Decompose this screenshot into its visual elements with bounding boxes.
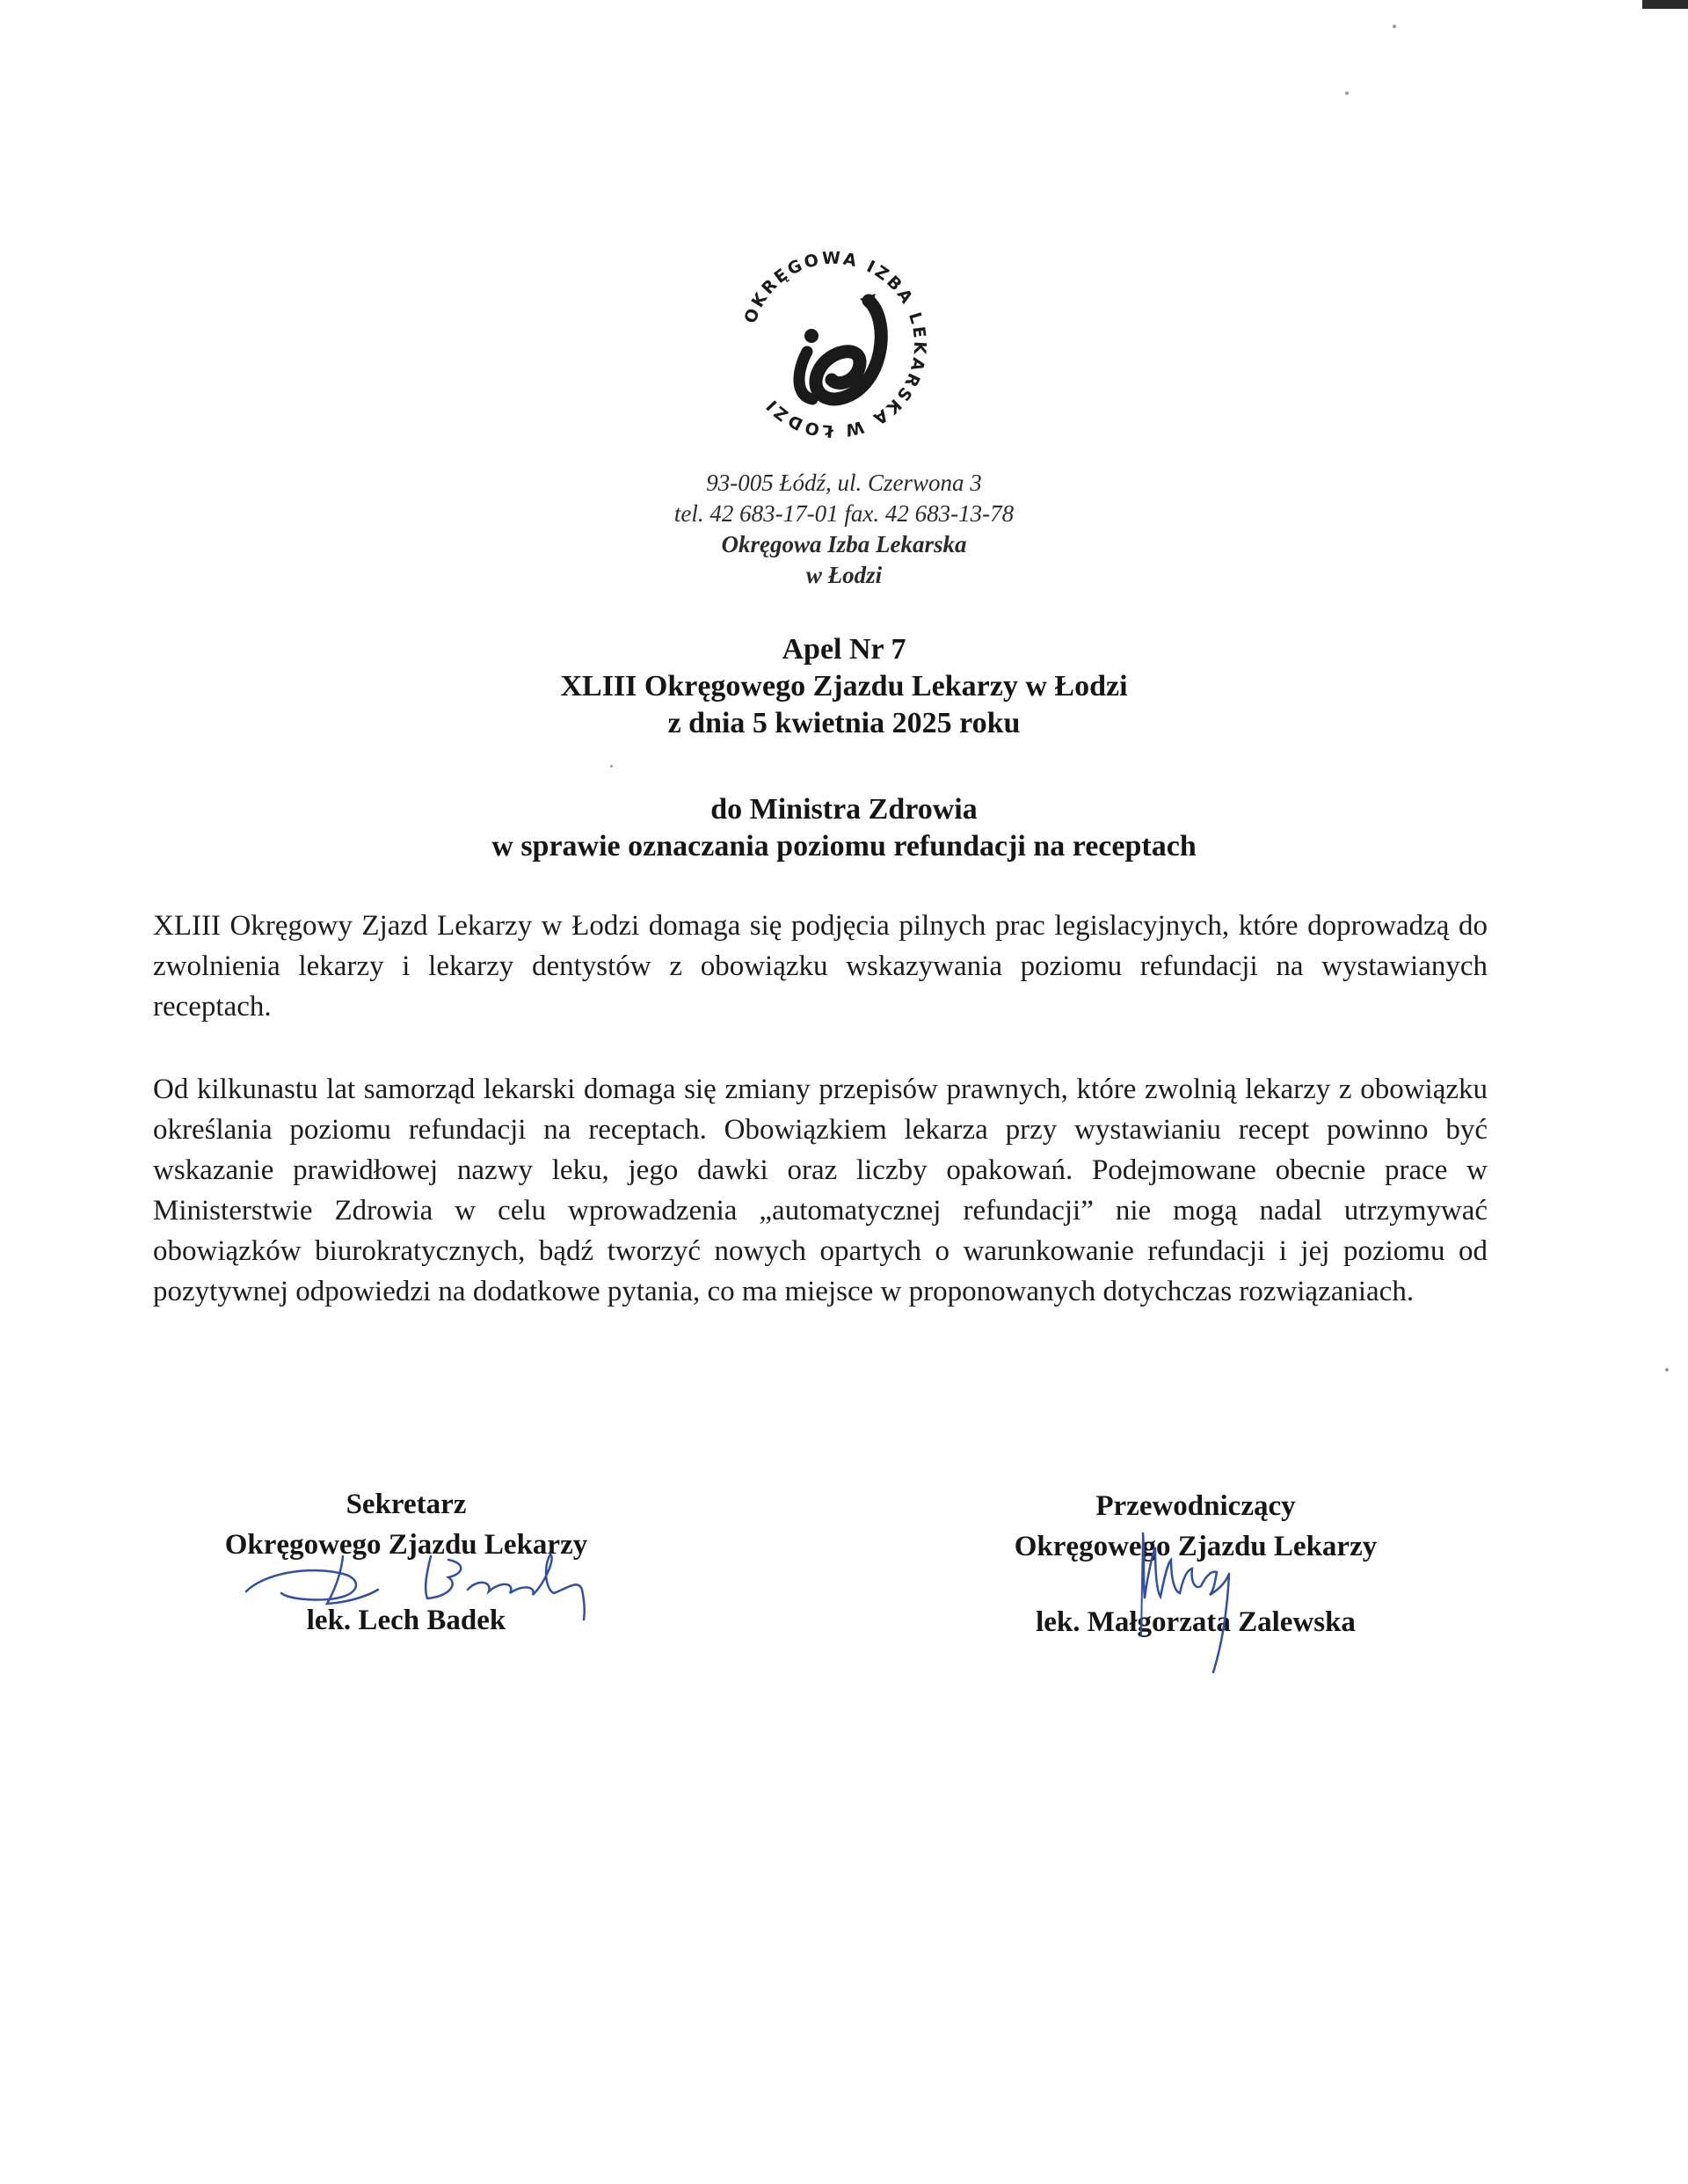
address-org-line2: w Łodzi: [805, 562, 883, 588]
signature-role: Sekretarz: [346, 1489, 467, 1520]
subheading-line2: w sprawie oznaczania poziomu refundacji na receptach: [491, 830, 1197, 863]
body-paragraph-1: XLIII Okręgowy Zjazd Lekarzy w Łodzi domaga się podjęcia pilnych prac legislacyjnych, które doprowadzą do zwolnienia lekarzy i lekarzy dentystów z obowiązku wskazywania poziomu refundacji na wystawianych receptach.: [153, 910, 1488, 1023]
signature-role: Przewodniczący: [1095, 1490, 1296, 1522]
signature-block-chair: [914, 1486, 1477, 1642]
scan-edge-mark: [1642, 0, 1688, 9]
signature-body: Okręgowego Zjazdu Lekarzy: [224, 1529, 588, 1561]
heading-line2: XLIII Okręgowego Zjazdu Lekarzy w Łodzi: [560, 670, 1128, 703]
scan-speck: [1345, 91, 1349, 95]
svg-text:OKRĘGOWA IZBA LEKARSKA W ŁODZI: [740, 249, 929, 441]
address-block: [0, 468, 1688, 591]
document-subheading: [0, 791, 1688, 865]
heading-line3: z dnia 5 kwietnia 2025 roku: [667, 707, 1021, 739]
scan-speck: [1665, 1368, 1669, 1372]
subheading-line1: do Ministra Zdrowia: [710, 793, 978, 826]
scan-speck: [1393, 25, 1396, 28]
signature-block-secretary: [142, 1484, 670, 1641]
address-org-line1: Okręgowa Izba Lekarska: [721, 531, 967, 557]
oil-lodz-seal-icon: [728, 239, 939, 450]
logo-ring-text: OKRĘGOWA IZBA LEKARSKA W ŁODZI: [740, 248, 930, 441]
signature-name: lek. Małgorzata Zalewska: [1036, 1606, 1356, 1638]
signature-name: lek. Lech Badek: [306, 1605, 506, 1636]
address-street: 93-005 Łódź, ul. Czerwona 3: [706, 470, 982, 496]
signature-body: Okręgowego Zjazdu Lekarzy: [1014, 1531, 1378, 1562]
body-paragraph-2: Od kilkunastu lat samorząd lekarski domaga się zmiany przepisów prawnych, które zwolnią lekarzy z obowiązku określania poziomu refundacji na receptach. Obowiązkiem lekarza przy wystawianiu recept powinno być wskazanie prawidłowej nazwy leku, jego dawki oraz liczby opakowań. Podejmowane obecnie prace w Ministerstwie Zdrowia w celu wprowadzenia „automatycznej refundacji” nie mogą nadal utrzymywać obowiązków biurokratycznych, bądź tworzyć nowych opartych o warunkowanie refundacji i jej poziomu od pozytywnej odpowiedzi na dodatkowe pytania, co ma miejsce w proponowanych dotychczas rozwiązaniach.: [153, 1074, 1488, 1307]
address-phone: tel. 42 683-17-01 fax. 42 683-13-78: [673, 500, 1015, 527]
chamber-logo: [728, 239, 939, 450]
scan-speck: [610, 765, 613, 768]
document-heading: [0, 631, 1688, 742]
heading-line1: Apel Nr 7: [782, 633, 906, 666]
